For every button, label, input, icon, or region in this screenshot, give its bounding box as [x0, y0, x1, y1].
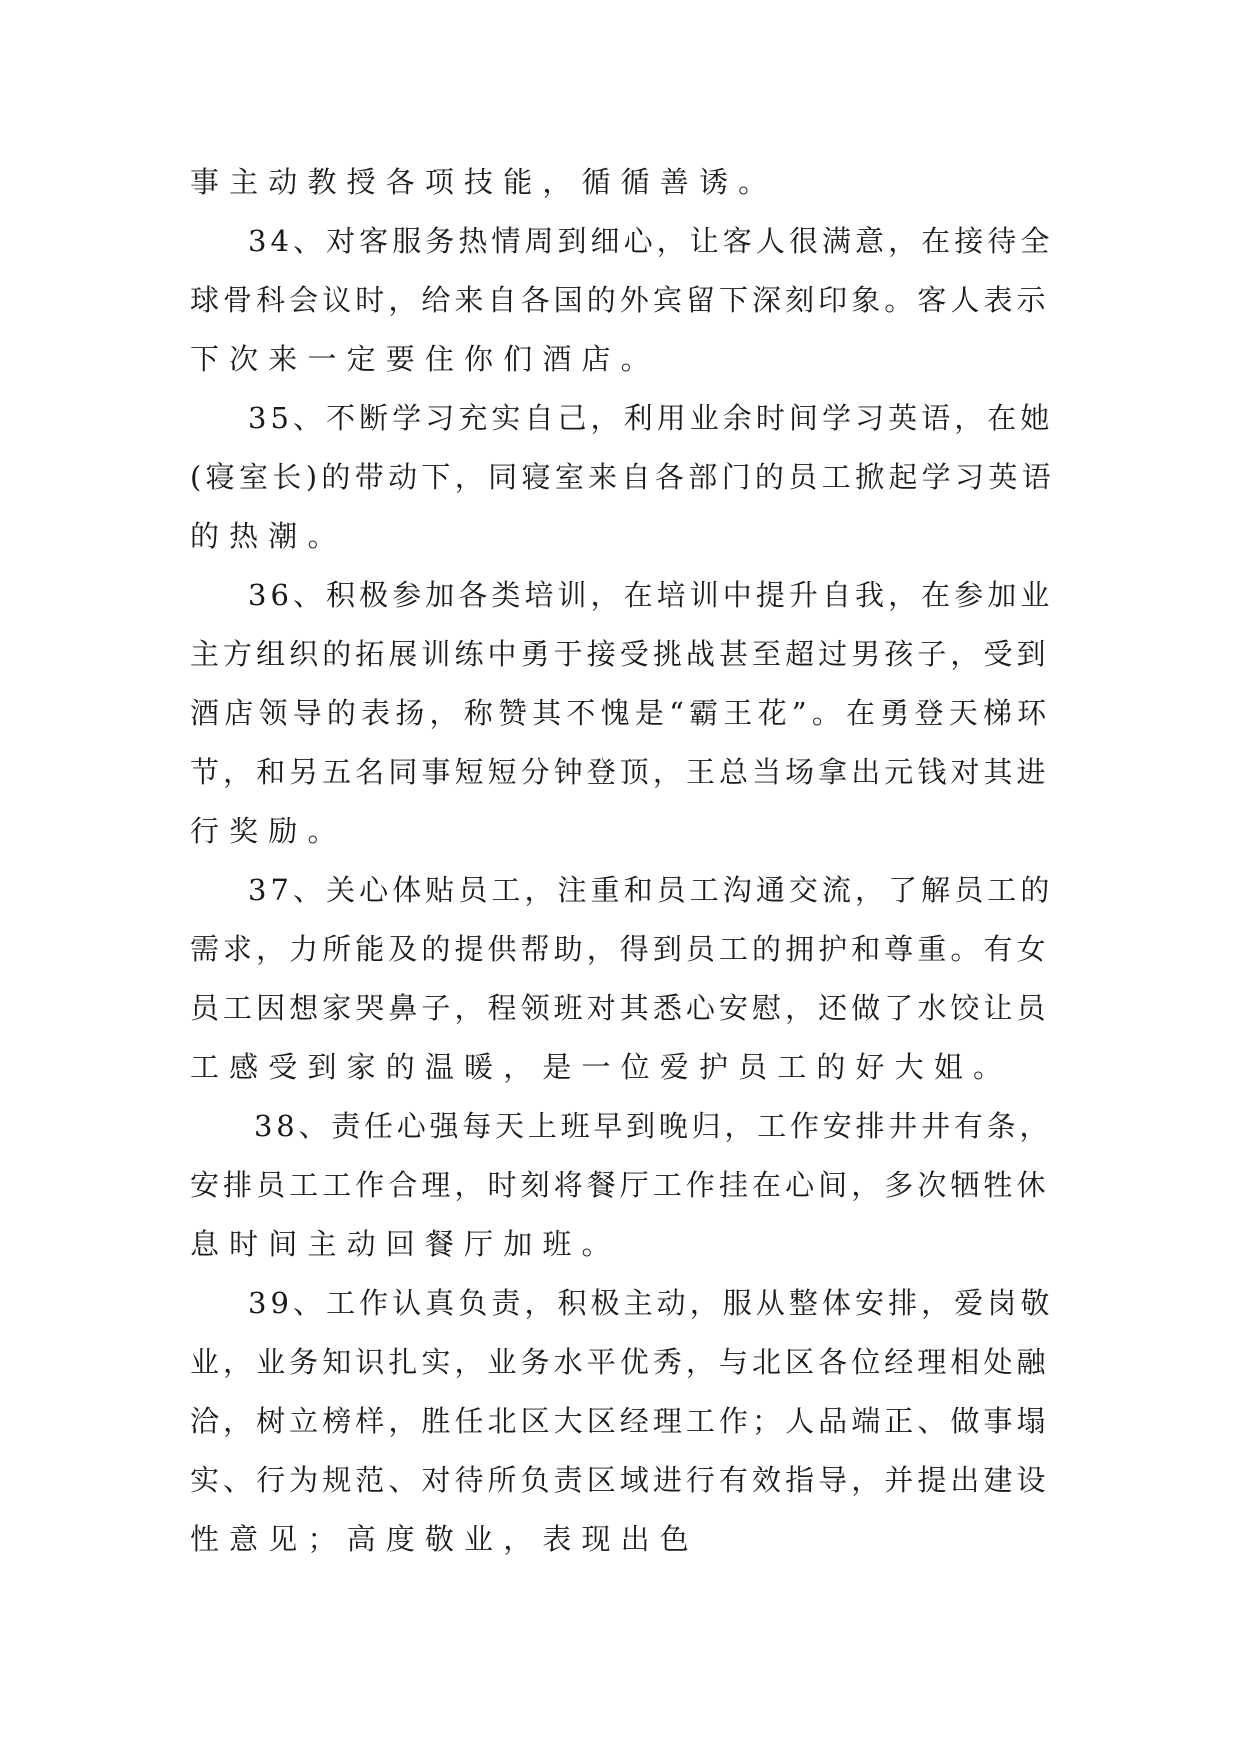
text-line: 事主动教授各项技能，循循善诱。 — [190, 165, 778, 199]
paragraph-39-line: 39、工作认真负责，积极主动，服从整体安排，爱岗敬 — [248, 1286, 1054, 1320]
text-line: 洽，树立榜样，胜任北区大区经理工作；人品端正、做事塌 — [190, 1404, 1050, 1438]
text-line: 息时间主动回餐厅加班。 — [190, 1227, 621, 1261]
text-line: 下次来一定要住你们酒店。 — [190, 342, 660, 376]
paragraph-35-line: 35、不断学习充实自己，利用业余时间学习英语，在她 — [248, 401, 1054, 435]
paragraph-37-line: 37、关心体贴员工，注重和员工沟通交流，了解员工的 — [248, 873, 1054, 907]
text-line: 的热潮。 — [190, 519, 347, 553]
text-line: 员工因想家哭鼻子，程领班对其悉心安慰，还做了水饺让员 — [190, 991, 1050, 1025]
text-line: 安排员工工作合理，时刻将餐厅工作挂在心间，多次牺牲休 — [190, 1168, 1050, 1202]
text-line: 工感受到家的温暖，是一位爱护员工的好大姐。 — [190, 1050, 1013, 1084]
text-line: 需求，力所能及的提供帮助，得到员工的拥护和尊重。有女 — [190, 932, 1050, 966]
text-line: (寝室长)的带动下，同寝室来自各部门的员工掀起学习英语 — [190, 460, 1056, 494]
paragraph-38-line: 38、责任心强每天上班早到晚归，工作安排井井有条， — [254, 1109, 1053, 1143]
text-line: 行奖励。 — [190, 814, 347, 848]
text-line: 球骨科会议时，给来自各国的外宾留下深刻印象。客人表示 — [190, 283, 1050, 317]
text-line: 节，和另五名同事短短分钟登顶，王总当场拿出元钱对其进 — [190, 755, 1050, 789]
text-line: 性意见；高度敬业，表现出色 — [190, 1522, 699, 1556]
text-line: 实、行为规范、对待所负责区域进行有效指导，并提出建设 — [190, 1463, 1050, 1497]
text-line: 酒店领导的表扬，称赞其不愧是“霸王花”。在勇登天梯环 — [190, 696, 1052, 730]
text-line: 主方组织的拓展训练中勇于接受挑战甚至超过男孩子，受到 — [190, 637, 1050, 671]
document-body — [190, 153, 1056, 1569]
paragraph-36-line: 36、积极参加各类培训，在培训中提升自我，在参加业 — [248, 578, 1054, 612]
paragraph-34-line: 34、对客服务热情周到细心，让客人很满意，在接待全 — [248, 224, 1054, 258]
text-line: 业，业务知识扎实，业务水平优秀，与北区各位经理相处融 — [190, 1345, 1050, 1379]
